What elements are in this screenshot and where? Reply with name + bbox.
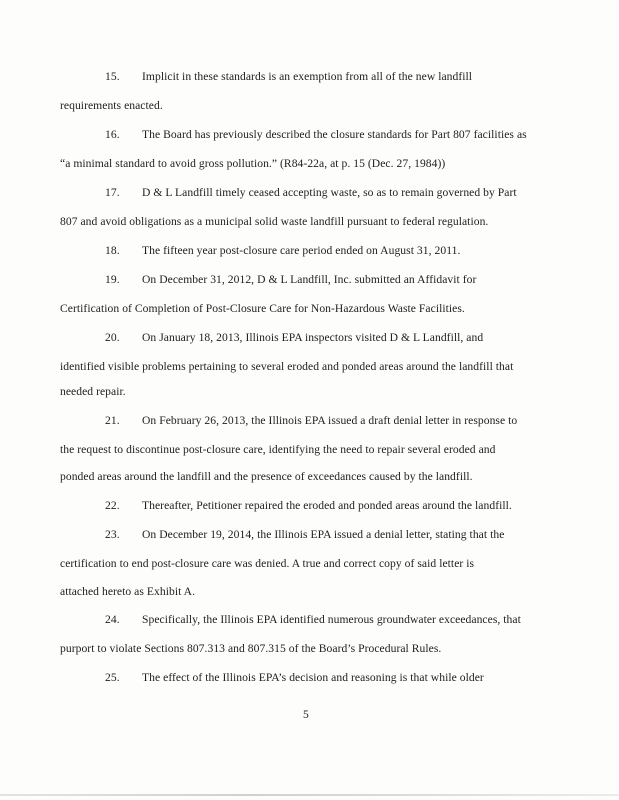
scan-edge-divider — [0, 794, 619, 796]
paragraph-15-line-2: requirements enacted. — [60, 99, 163, 112]
paragraph-number: 18. — [105, 244, 120, 257]
paragraph-17-line-2: 807 and avoid obligations as a municipal solid waste landfill pursuant to federal regulation. — [60, 215, 489, 228]
paragraph-text: Thereafter, Petitioner repaired the eroded and ponded areas around the landfill. — [142, 499, 512, 512]
paragraph-text: The Board has previously described the closure standards for Part 807 facilities as — [142, 128, 527, 141]
paragraph-number: 20. — [105, 331, 120, 344]
paragraph-number: 22. — [105, 499, 120, 512]
paragraph-number: 19. — [105, 273, 120, 286]
paragraph-23-line-2: certification to end post-closure care was denied. A true and correct copy of said letter is — [60, 557, 475, 570]
paragraph-text: The effect of the Illinois EPA’s decision and reasoning is that while older — [142, 671, 484, 684]
paragraph-23-line-3: attached hereto as Exhibit A. — [60, 585, 196, 598]
paragraph-number: 17. — [105, 186, 120, 199]
paragraph-text: On December 19, 2014, the Illinois EPA issued a denial letter, stating that the — [142, 528, 505, 541]
paragraph-text: D & L Landfill timely ceased accepting waste, so as to remain governed by Part — [142, 186, 517, 199]
paragraph-text: Implicit in these standards is an exemption from all of the new landfill — [142, 70, 473, 83]
paragraph-21-line-3: ponded areas around the landfill and the presence of exceedances caused by the landfill. — [60, 470, 473, 483]
paragraph-21-line-2: the request to discontinue post-closure care, identifying the need to repair several eroded and — [60, 443, 496, 456]
paragraph-number: 23. — [105, 528, 120, 541]
paragraph-19-line-2: Certification of Completion of Post-Closure Care for Non-Hazardous Waste Facilities. — [60, 302, 465, 315]
page-number: 5 — [303, 708, 309, 721]
paragraph-text: The fifteen year post-closure care period ended on August 31, 2011. — [142, 244, 461, 257]
paragraph-text: On January 18, 2013, Illinois EPA inspectors visited D & L Landfill, and — [142, 331, 484, 344]
paragraph-text: On December 31, 2012, D & L Landfill, Inc. submitted an Affidavit for — [142, 273, 477, 286]
paragraph-text: Specifically, the Illinois EPA identified numerous groundwater exceedances, that — [142, 613, 521, 626]
paragraph-text: On February 26, 2013, the Illinois EPA issued a draft denial letter in response to — [142, 414, 518, 427]
paragraph-number: 24. — [105, 613, 120, 626]
paragraph-number: 21. — [105, 414, 120, 427]
paragraph-20-line-3: needed repair. — [60, 385, 126, 398]
paragraph-number: 16. — [105, 128, 120, 141]
paragraph-20-line-2: identified visible problems pertaining to several eroded and ponded areas around the landfill that — [60, 360, 514, 373]
paragraph-number: 15. — [105, 70, 120, 83]
paragraph-24-line-2: purport to violate Sections 807.313 and 807.315 of the Board’s Procedural Rules. — [60, 642, 442, 655]
paragraph-16-line-2: “a minimal standard to avoid gross pollution.” (R84-22a, at p. 15 (Dec. 27, 1984)) — [60, 157, 446, 170]
paragraph-number: 25. — [105, 671, 120, 684]
